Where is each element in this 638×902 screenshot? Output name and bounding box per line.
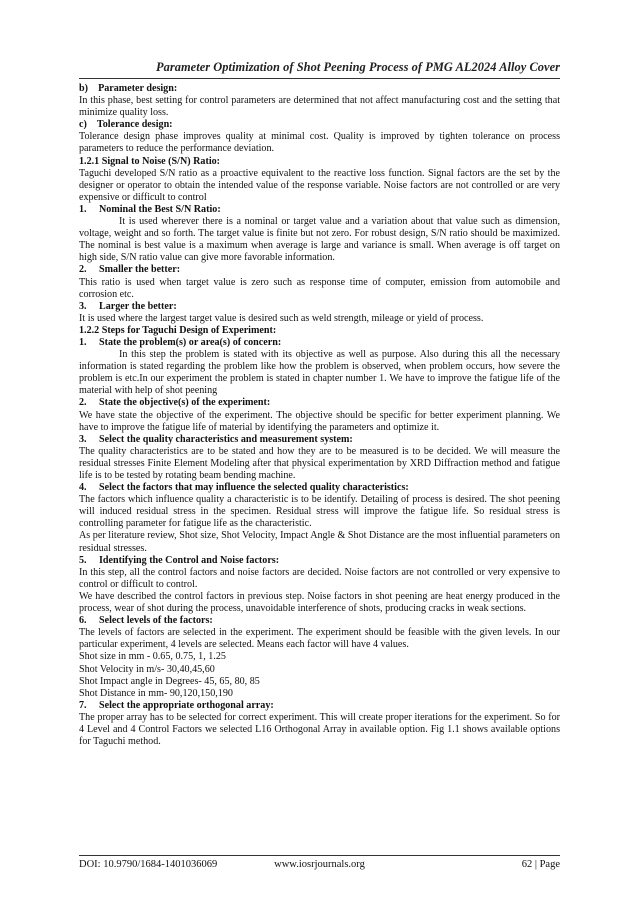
paragraph-larger-better: It is used where the largest target value is desired such as weld strength, mileage or yield of process. — [79, 312, 484, 324]
heading-number: 1. — [79, 203, 87, 215]
heading-text: Select the quality characteristics and measurement system: — [99, 433, 353, 445]
heading-text: Select the factors that may influence the selected quality characteristics: — [99, 482, 409, 494]
heading-number: 2. — [79, 264, 87, 276]
heading-text: Larger the better: — [99, 300, 177, 312]
heading-number: 3. — [79, 433, 87, 445]
header-rule — [79, 78, 560, 79]
paragraph-tolerance-design: Tolerance design phase improves quality at minimal cost. Quality is improved by tighten tolerance on process parameters to reduce the performance deviation. — [79, 131, 560, 155]
numbered-heading-step-2 — [79, 397, 560, 409]
numbered-heading-larger-better — [79, 301, 560, 313]
section-heading-sn-ratio: 1.2.1 Signal to Noise (S/N) Ratio: — [79, 155, 221, 167]
heading-number: 7. — [79, 699, 87, 711]
paragraph-step-2: We have state the objective of the experiment. The objective should be specific for better experiment planning. We have to improve the fatigue life of material by identifying the parameters and optimize it. — [79, 409, 560, 433]
heading-number: 6. — [79, 615, 87, 627]
factor-level-shot-distance: Shot Distance in mm- 90,120,150,190 — [79, 687, 233, 699]
heading-text: Smaller the better: — [99, 264, 181, 276]
paragraph-parameter-design: In this phase, best setting for control parameters are determined that not affect manufacturing cost and the setting that minimize quality loss. — [79, 95, 560, 119]
factor-level-shot-velocity: Shot Velocity in m/s- 30,40,45,60 — [79, 663, 215, 675]
paragraph-step-4: The factors which influence quality a characteristic is to be identify. Detailing of process is desired. The shot peening will induced residual stress in the specimen. Residual stress will improve the fatigue life. So residual stress is controlling parameter for fatigue life as the characteristic. — [79, 494, 560, 530]
heading-number: 3. — [79, 300, 87, 312]
heading-number: 4. — [79, 482, 87, 494]
factor-level-shot-size: Shot size in mm - 0.65, 0.75, 1, 1.25 — [79, 651, 226, 663]
heading-text: Nominal the Best S/N Ratio: — [99, 203, 221, 215]
paragraph-sn-ratio: Taguchi developed S/N ratio as a proactive equivalent to the reactive loss function. Signal factors are the set by the designer or operator to obtain the intended value of the response variable. Noise factors are not controlled or are very expensive or difficult to control — [79, 167, 560, 203]
section-heading-taguchi-steps: 1.2.2 Steps for Taguchi Design of Experiment: — [79, 324, 277, 336]
factor-level-impact-angle: Shot Impact angle in Degrees- 45, 65, 80, 85 — [79, 675, 260, 687]
footer-doi: DOI: 10.9790/1684-1401036069 — [79, 859, 218, 870]
paragraph-nominal-best: It is used wherever there is a nominal or target value and a variation about that value such as dimension, voltage, weight and so forth. The target value is finite but not zero. For robust design, S/N ratio should be maximized. The nominal is best value is a maximum when average is large and variance is small. When average is off target on high side, S/N ratio value can give more favorable information. — [79, 216, 560, 264]
body-text — [79, 83, 560, 748]
numbered-heading-nominal-best — [79, 204, 560, 216]
footer-rule — [79, 855, 560, 856]
heading-text: State the problem(s) or area(s) of concern: — [99, 336, 282, 348]
heading-text: State the objective(s) of the experiment: — [99, 397, 271, 409]
running-header-title: Parameter Optimization of Shot Peening Process of PMG AL2024 Alloy Cover — [156, 60, 560, 74]
heading-number: 1. — [79, 336, 87, 348]
numbered-heading-step-3 — [79, 434, 560, 446]
paragraph-step-5: In this step, all the control factors and noise factors are decided. Noise factors are not controlled or very expensive to control or difficult to control. — [79, 566, 560, 590]
heading-text: Identifying the Control and Noise factors: — [99, 554, 280, 566]
paragraph-step-4-cont: As per literature review, Shot size, Shot Velocity, Impact Angle & Shot Distance are the most influential parameters on residual stresses. — [79, 530, 560, 554]
numbered-heading-step-1 — [79, 337, 560, 349]
numbered-heading-smaller-better — [79, 264, 560, 276]
footer-page-number: 62 | Page — [521, 859, 560, 870]
heading-text: Select levels of the factors: — [99, 615, 213, 627]
numbered-heading-step-7 — [79, 700, 560, 712]
paragraph-step-6: The levels of factors are selected in the experiment. The experiment should be feasible with the given levels. In our particular experiment, 4 levels are selected. Means each factor will have 4 values. — [79, 627, 560, 651]
paragraph-smaller-better: This ratio is used when target value is zero such as response time of computer, emission from automobile and corrosion etc. — [79, 276, 560, 300]
section-heading-parameter-design: b) Parameter design: — [79, 83, 178, 94]
heading-text: Select the appropriate orthogonal array: — [99, 699, 274, 711]
paragraph-step-3: The quality characteristics are to be stated and how they are to be measured is to be decided. We will measure the residual stresses Finite Element Modeling after that physical experimentation by XRD Diffraction method and fatigue life is to be tested by rotating beam bending machine. — [79, 445, 560, 481]
footer-website-link[interactable]: www.iosrjournals.org — [274, 859, 365, 870]
heading-number: 5. — [79, 554, 87, 566]
numbered-heading-step-4 — [79, 482, 560, 494]
paragraph-step-1: In this step the problem is stated with its objective as well as purpose. Also during this all the necessary information is stated regarding the problem like how the problem is observed, when problem occurs, how severe the problem is etc.In our experiment the problem is stated in chapter number 1. We have to improve the fatigue life of the material with help of shot peening — [79, 349, 560, 397]
paragraph-step-7: The proper array has to be selected for correct experiment. This will create proper iterations for the experiment. So for 4 Level and 4 Control Factors we selected L16 Orthogonal Array in available option. Fig 1.1 shows available options for Taguchi method. — [79, 711, 560, 748]
heading-number: 2. — [79, 397, 87, 409]
numbered-heading-step-5 — [79, 555, 560, 567]
numbered-heading-step-6 — [79, 615, 560, 627]
section-heading-tolerance-design: c) Tolerance design: — [79, 119, 173, 131]
paragraph-step-5-cont: We have described the control factors in previous step. Noise factors in shot peening are heat energy produced in the process, wear of shot during the process, unavoidable interference of shots, producing cracks in weak sections. — [79, 590, 560, 615]
